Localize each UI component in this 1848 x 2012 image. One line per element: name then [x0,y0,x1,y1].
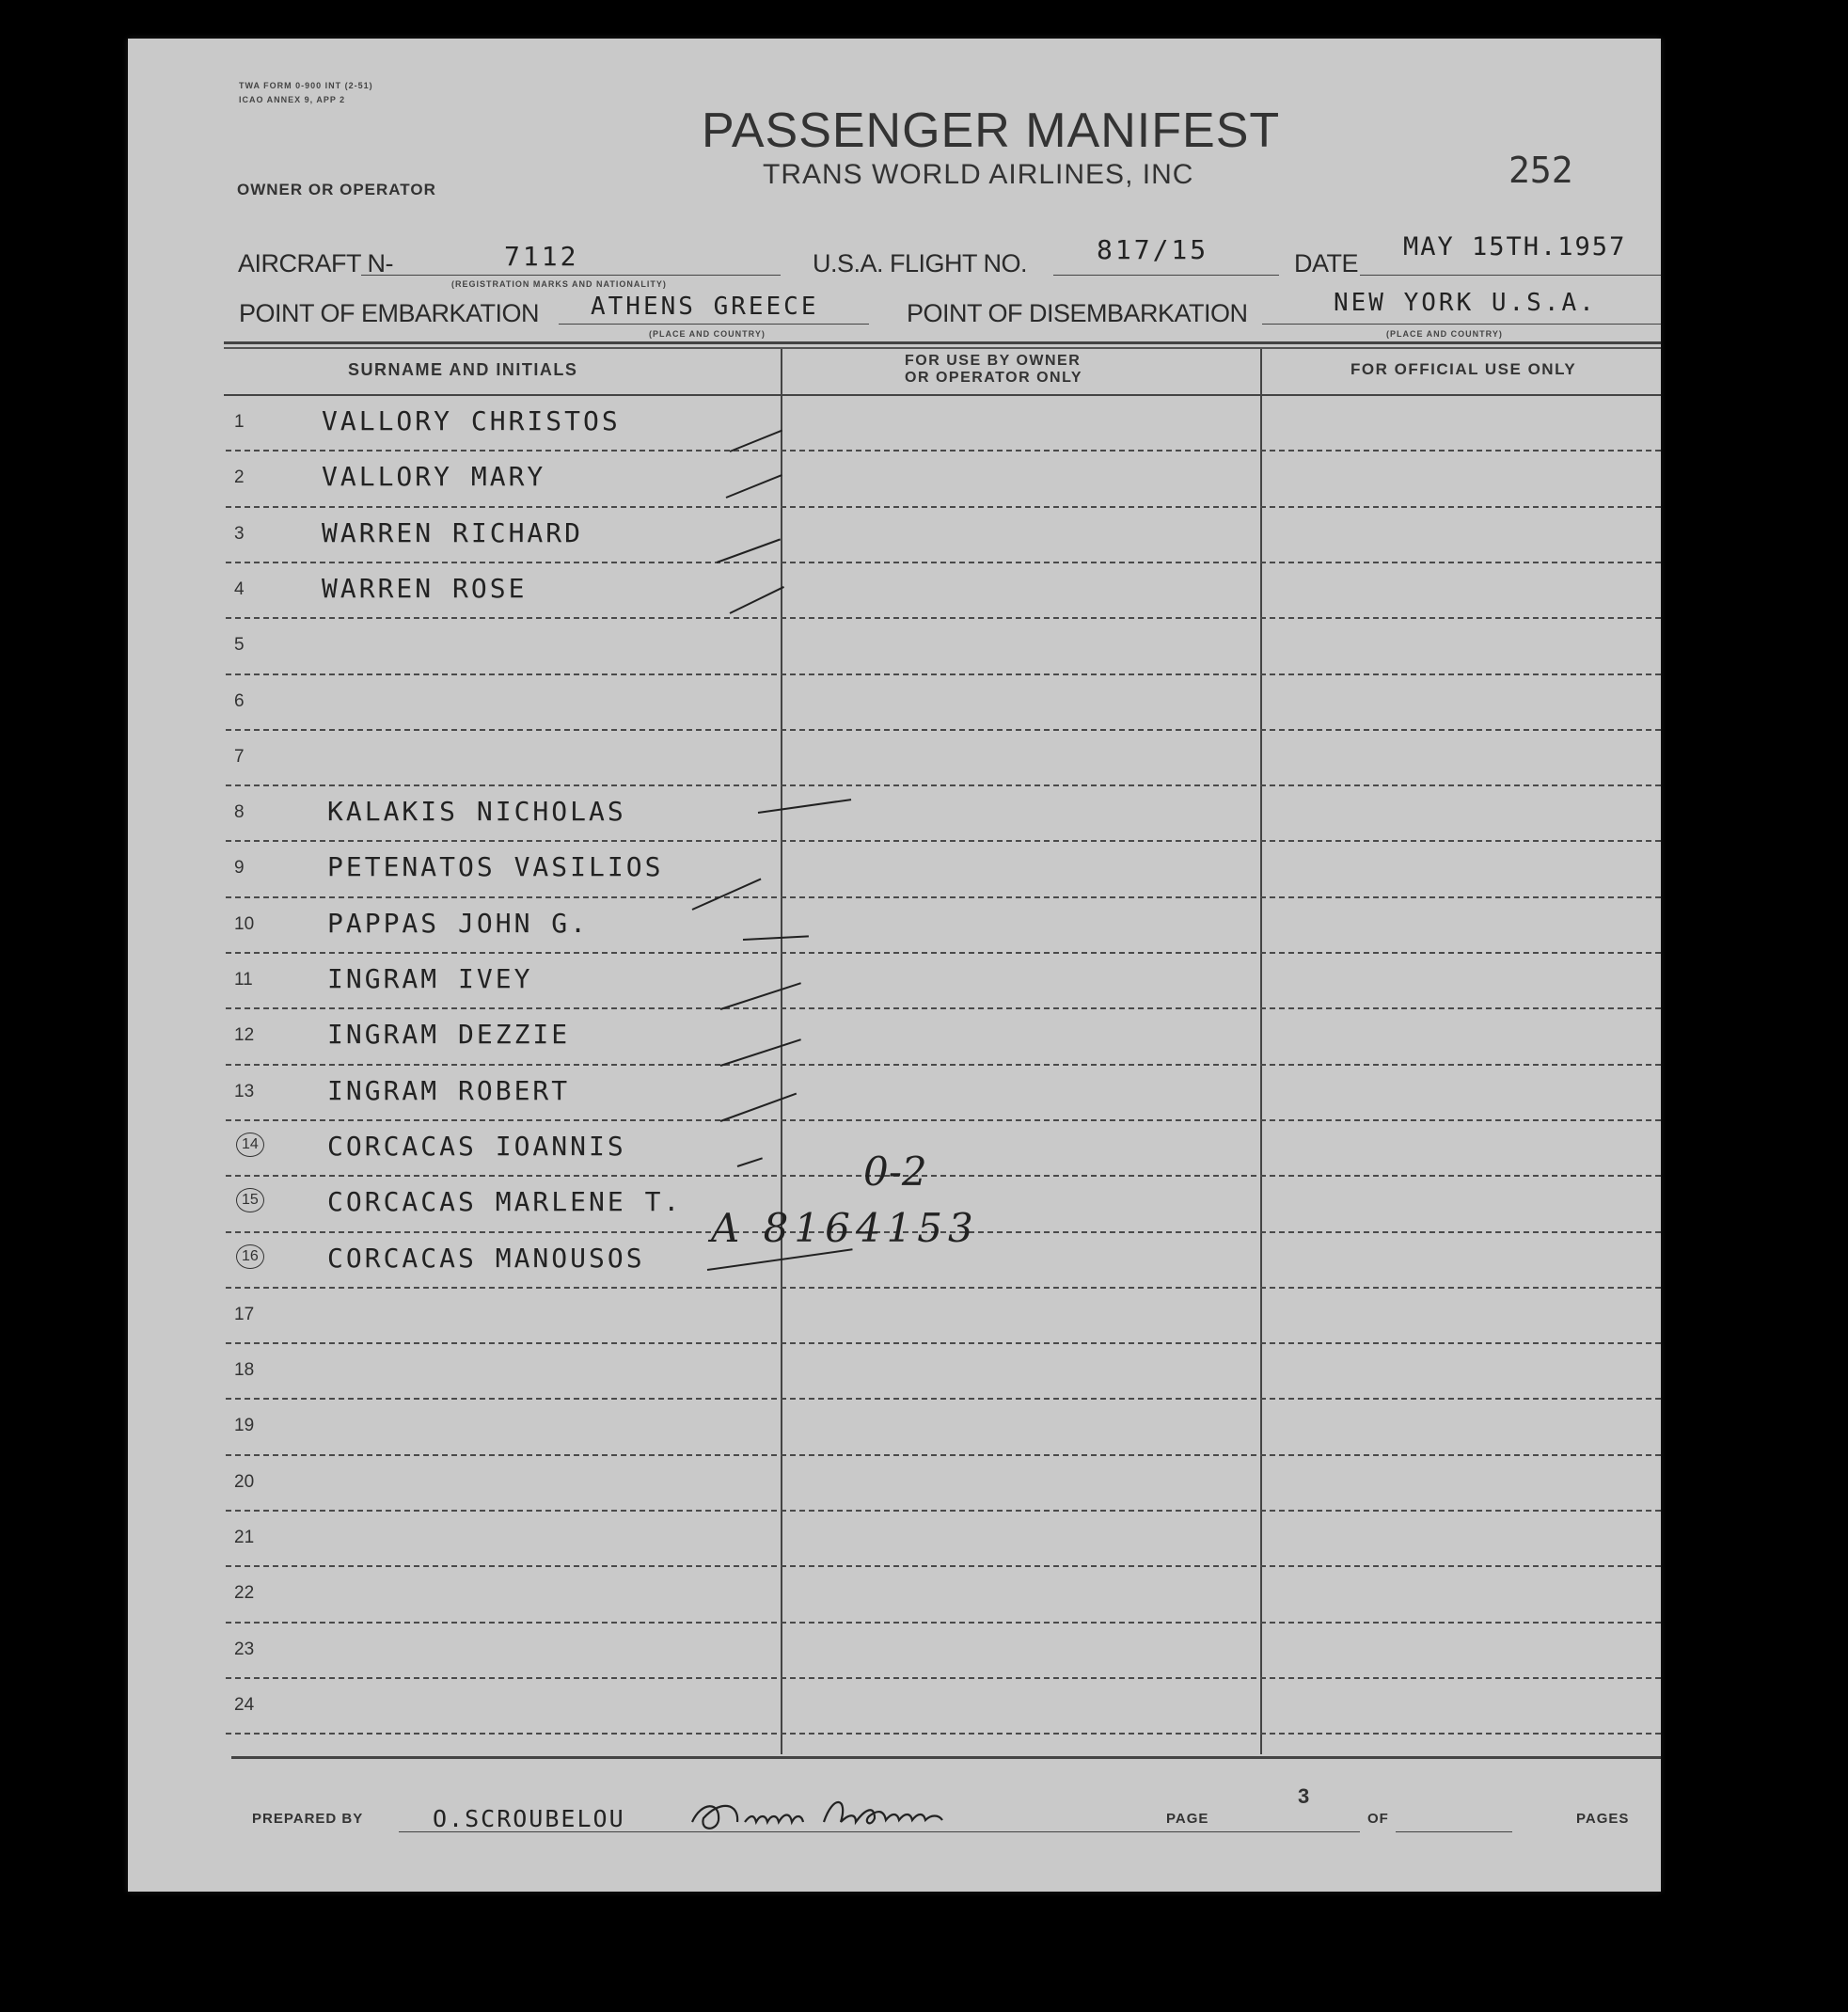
row-number: 11 [234,970,253,990]
row-rule [226,729,1661,731]
owner-use-header-line1: FOR USE BY OWNER [905,353,1082,369]
pages-label: PAGES [1576,1811,1630,1827]
preparer-signature [683,1794,1059,1839]
owner-operator-label: OWNER OR OPERATOR [237,181,436,198]
column-divider-2 [1260,349,1262,1754]
embarkation-label: POINT OF EMBARKATION [239,299,540,327]
row-number: 23 [234,1639,255,1659]
flight-number-label: U.S.A. FLIGHT NO. [813,249,1028,277]
passenger-name: INGRAM ROBERT [327,1074,571,1106]
flight-date: MAY 15TH.1957 [1403,232,1627,261]
disembarkation-label: POINT OF DISEMBARKATION [907,299,1248,327]
row-number: 24 [234,1694,255,1715]
row-rule [226,896,1661,898]
row-number: 13 [234,1081,255,1101]
row-rule [226,1175,1661,1177]
annotation-row-14: 0-2 [863,1149,927,1195]
row-rule [226,1510,1661,1512]
embarkation-note: (PLACE AND COUNTRY) [649,329,766,339]
official-use-header: FOR OFFICIAL USE ONLY [1350,360,1577,378]
row-rule [226,1622,1661,1624]
row-number: 18 [234,1360,255,1381]
of-label: OF [1367,1811,1389,1827]
manifest-sheet [128,39,1661,1892]
passenger-name: WARREN RICHARD [322,516,584,548]
form-code: TWA FORM 0-900 INT (2-51) [239,81,373,90]
aircraft-number: 7112 [504,241,579,272]
airline-name: TRANS WORLD AIRLINES, INC [763,159,1194,190]
row-rule [226,1677,1661,1679]
row-number: 15 [236,1188,264,1212]
row-number: 8 [234,802,245,823]
row-rule [226,1454,1661,1456]
row-number: 5 [234,635,245,656]
prepared-by-name: O.SCROUBELOU [433,1805,625,1832]
row-number: 14 [236,1133,264,1157]
page-title: PASSENGER MANIFEST [702,103,1281,158]
passenger-name: VALLORY CHRISTOS [322,405,621,436]
passenger-name: CORCACAS MARLENE T. [327,1186,683,1218]
row-number: 19 [234,1416,255,1436]
passenger-name: PETENATOS VASILIOS [327,851,664,883]
row-number: 2 [234,467,245,488]
row-number: 3 [234,523,245,544]
surname-column-header: SURNAME AND INITIALS [348,360,578,379]
row-rule [226,1733,1661,1735]
page-stamp-number: 252 [1508,150,1573,191]
row-rule [226,1064,1661,1066]
aircraft-note: (REGISTRATION MARKS AND NATIONALITY) [451,279,667,289]
row-rule [226,952,1661,954]
owner-use-header-line2: OR OPERATOR ONLY [905,370,1083,386]
passenger-name: INGRAM DEZZIE [327,1019,571,1051]
row-number: 6 [234,690,245,711]
prepared-by-label: PREPARED BY [252,1811,364,1827]
row-rule [226,840,1661,842]
row-rule [226,1119,1661,1121]
row-rule [226,1398,1661,1400]
passenger-name: INGRAM IVEY [327,963,533,994]
disembarkation-note: (PLACE AND COUNTRY) [1386,329,1503,339]
row-rule [226,1287,1661,1289]
passenger-name: WARREN ROSE [322,572,528,604]
row-number: 9 [234,858,245,879]
row-rule [226,784,1661,786]
row-number: 21 [234,1528,255,1547]
row-rule [226,450,1661,452]
passenger-name: PAPPAS JOHN G. [327,907,590,939]
disembarkation-place: NEW YORK U.S.A. [1334,289,1597,317]
passenger-name: CORCACAS IOANNIS [327,1130,626,1162]
row-number: 22 [234,1583,255,1604]
row-number: 4 [234,578,245,599]
passenger-name: VALLORY MARY [322,461,546,493]
date-label: DATE [1294,249,1359,277]
row-rule [226,1342,1661,1344]
row-number: 7 [234,746,245,767]
row-number: 20 [234,1471,255,1492]
flight-number: 817/15 [1097,234,1209,265]
row-number: 10 [234,913,255,934]
row-rule [226,1565,1661,1567]
row-number: 16 [236,1244,264,1269]
row-number: 17 [234,1304,255,1324]
passenger-name: CORCACAS MANOUSOS [327,1242,645,1274]
row-rule [226,673,1661,675]
row-rule [226,1007,1661,1009]
embarkation-place: ATHENS GREECE [591,293,819,321]
page-number: 3 [1298,1784,1310,1808]
column-divider-1 [781,349,782,1754]
aircraft-label: AIRCRAFT N- [238,249,394,277]
page-label: PAGE [1166,1811,1209,1827]
row-rule [226,617,1661,619]
passenger-name: KALAKIS NICHOLAS [327,796,626,828]
form-annex: ICAO ANNEX 9, APP 2 [239,95,346,104]
row-rule [226,506,1661,508]
row-rule [226,562,1661,563]
row-number: 1 [234,412,245,432]
annotation-row-15: A 8164153 [711,1205,979,1251]
row-number: 12 [234,1025,255,1046]
